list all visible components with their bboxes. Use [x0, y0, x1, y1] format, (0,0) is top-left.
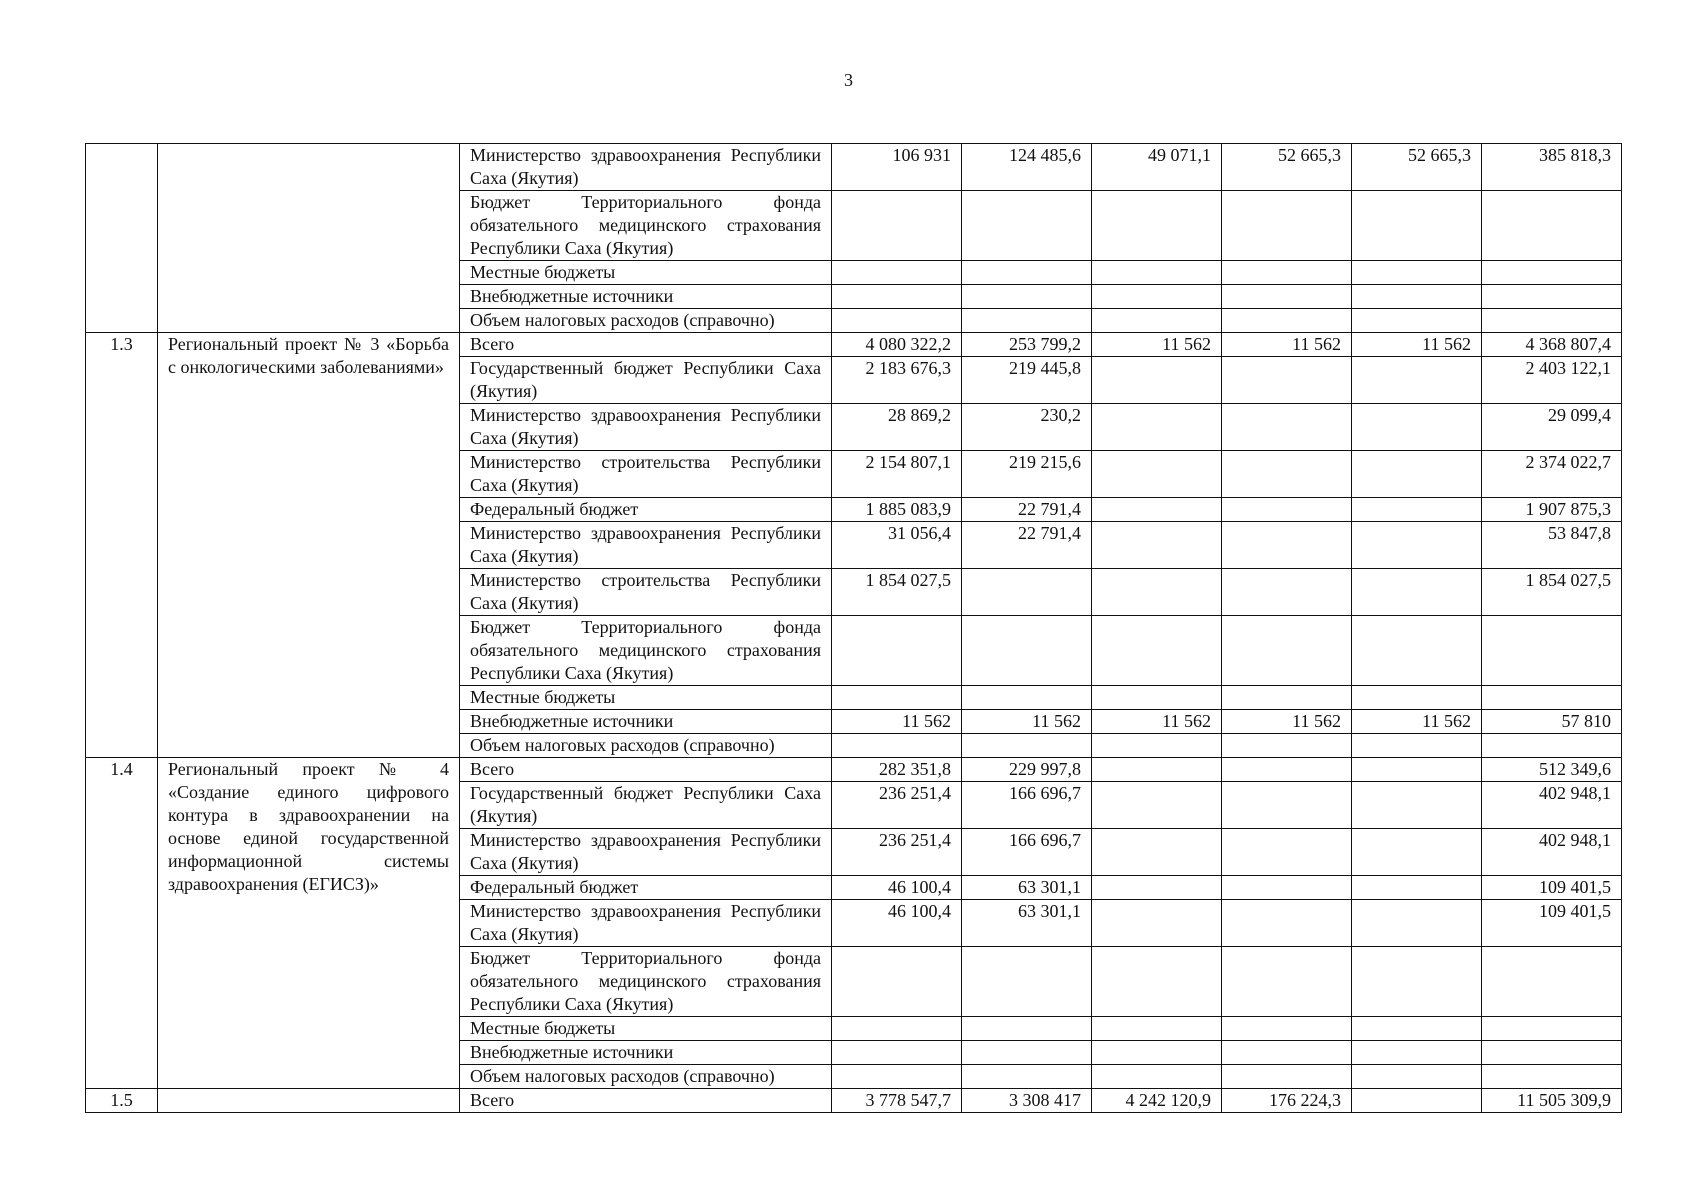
total-cell: 2 403 122,1 — [1482, 357, 1622, 404]
total-cell: 29 099,4 — [1482, 404, 1622, 451]
value-cell — [1222, 1017, 1352, 1041]
total-cell: 2 374 022,7 — [1482, 451, 1622, 498]
value-cell — [962, 569, 1092, 616]
funding-source-cell: Объем налоговых расходов (справочно) — [460, 309, 832, 333]
value-cell: 22 791,4 — [962, 498, 1092, 522]
value-cell: 166 696,7 — [962, 829, 1092, 876]
funding-source-cell: Министерство здравоохранения Республики Саха (Якутия) — [460, 404, 832, 451]
value-cell — [962, 686, 1092, 710]
funding-source-cell: Федеральный бюджет — [460, 876, 832, 900]
funding-source-cell: Министерство здравоохранения Республики Саха (Якутия) — [460, 522, 832, 569]
value-cell — [962, 285, 1092, 309]
total-cell: 1 907 875,3 — [1482, 498, 1622, 522]
value-cell: 49 071,1 — [1092, 144, 1222, 191]
value-cell: 236 251,4 — [832, 829, 962, 876]
value-cell — [962, 1041, 1092, 1065]
value-cell — [962, 261, 1092, 285]
project-name-cell — [158, 1089, 460, 1113]
funding-source-cell: Бюджет Территориального фонда обязательного медицинского страхования Республики Саха (Якутия) — [460, 947, 832, 1017]
funding-source-cell: Государственный бюджет Республики Саха (Якутия) — [460, 357, 832, 404]
total-cell — [1482, 686, 1622, 710]
value-cell — [1352, 900, 1482, 947]
value-cell — [962, 947, 1092, 1017]
value-cell — [1092, 191, 1222, 261]
project-name-cell: Региональный проект № 3 «Борьба с онкологическими заболеваниями» — [158, 333, 460, 758]
value-cell — [1222, 498, 1352, 522]
total-cell: 385 818,3 — [1482, 144, 1622, 191]
total-cell: 402 948,1 — [1482, 829, 1622, 876]
value-cell — [832, 1065, 962, 1089]
table-row — [86, 333, 1622, 357]
value-cell — [962, 191, 1092, 261]
total-cell — [1482, 1017, 1622, 1041]
value-cell — [1352, 876, 1482, 900]
value-cell — [1092, 1017, 1222, 1041]
value-cell: 11 562 — [1222, 710, 1352, 734]
value-cell — [1222, 734, 1352, 758]
value-cell: 236 251,4 — [832, 782, 962, 829]
funding-source-cell: Министерство здравоохранения Республики Саха (Якутия) — [460, 829, 832, 876]
value-cell — [832, 947, 962, 1017]
value-cell: 22 791,4 — [962, 522, 1092, 569]
value-cell: 11 562 — [1352, 333, 1482, 357]
value-cell — [1352, 404, 1482, 451]
total-cell — [1482, 616, 1622, 686]
value-cell — [1222, 782, 1352, 829]
budget-table — [85, 143, 1622, 1113]
value-cell — [1092, 309, 1222, 333]
value-cell: 11 562 — [1352, 710, 1482, 734]
value-cell — [1222, 261, 1352, 285]
value-cell: 282 351,8 — [832, 758, 962, 782]
value-cell: 11 562 — [832, 710, 962, 734]
value-cell — [1352, 522, 1482, 569]
value-cell: 11 562 — [1222, 333, 1352, 357]
value-cell — [1222, 569, 1352, 616]
value-cell — [1352, 309, 1482, 333]
total-cell: 512 349,6 — [1482, 758, 1622, 782]
value-cell — [1092, 782, 1222, 829]
value-cell — [1222, 451, 1352, 498]
funding-source-cell: Внебюджетные источники — [460, 1041, 832, 1065]
value-cell — [832, 616, 962, 686]
page-number: 3 — [844, 70, 853, 90]
value-cell — [1222, 686, 1352, 710]
funding-source-cell: Бюджет Территориального фонда обязательного медицинского страхования Республики Саха (Якутия) — [460, 191, 832, 261]
value-cell: 4 242 120,9 — [1092, 1089, 1222, 1113]
row-number-cell: 1.4 — [86, 758, 158, 1089]
value-cell — [1352, 1041, 1482, 1065]
value-cell: 11 562 — [962, 710, 1092, 734]
total-cell — [1482, 1041, 1622, 1065]
row-number-cell: 1.3 — [86, 333, 158, 758]
row-number-cell: 1.5 — [86, 1089, 158, 1113]
value-cell — [832, 261, 962, 285]
value-cell: 3 308 417 — [962, 1089, 1092, 1113]
value-cell — [1352, 782, 1482, 829]
value-cell: 219 215,6 — [962, 451, 1092, 498]
value-cell — [1352, 686, 1482, 710]
value-cell: 4 080 322,2 — [832, 333, 962, 357]
funding-source-cell: Всего — [460, 1089, 832, 1113]
value-cell: 176 224,3 — [1222, 1089, 1352, 1113]
value-cell — [1092, 451, 1222, 498]
value-cell: 166 696,7 — [962, 782, 1092, 829]
value-cell — [1222, 404, 1352, 451]
value-cell — [1092, 1041, 1222, 1065]
value-cell — [1092, 616, 1222, 686]
value-cell — [1352, 285, 1482, 309]
funding-source-cell: Министерство здравоохранения Республики Саха (Якутия) — [460, 144, 832, 191]
value-cell — [962, 616, 1092, 686]
value-cell: 1 854 027,5 — [832, 569, 962, 616]
value-cell: 229 997,8 — [962, 758, 1092, 782]
value-cell — [832, 1041, 962, 1065]
value-cell: 11 562 — [1092, 333, 1222, 357]
value-cell — [832, 191, 962, 261]
value-cell — [1222, 191, 1352, 261]
value-cell — [962, 1017, 1092, 1041]
total-cell: 109 401,5 — [1482, 900, 1622, 947]
value-cell — [962, 309, 1092, 333]
total-cell: 11 505 309,9 — [1482, 1089, 1622, 1113]
value-cell — [1222, 357, 1352, 404]
value-cell: 124 485,6 — [962, 144, 1092, 191]
value-cell: 2 183 676,3 — [832, 357, 962, 404]
value-cell — [1352, 498, 1482, 522]
value-cell: 1 885 083,9 — [832, 498, 962, 522]
value-cell — [832, 285, 962, 309]
funding-source-cell: Министерство строительства Республики Саха (Якутия) — [460, 569, 832, 616]
value-cell: 52 665,3 — [1222, 144, 1352, 191]
funding-source-cell: Объем налоговых расходов (справочно) — [460, 1065, 832, 1089]
value-cell — [1092, 1065, 1222, 1089]
value-cell — [1222, 1041, 1352, 1065]
value-cell — [1222, 829, 1352, 876]
value-cell — [1092, 900, 1222, 947]
project-name-cell — [158, 144, 460, 333]
value-cell: 253 799,2 — [962, 333, 1092, 357]
funding-source-cell: Внебюджетные источники — [460, 285, 832, 309]
value-cell — [1222, 947, 1352, 1017]
value-cell — [1352, 1017, 1482, 1041]
funding-source-cell: Объем налоговых расходов (справочно) — [460, 734, 832, 758]
value-cell — [1092, 734, 1222, 758]
value-cell — [1092, 829, 1222, 876]
table-row — [86, 758, 1622, 782]
value-cell — [1222, 876, 1352, 900]
value-cell: 11 562 — [1092, 710, 1222, 734]
value-cell — [1352, 947, 1482, 1017]
value-cell: 63 301,1 — [962, 876, 1092, 900]
total-cell: 109 401,5 — [1482, 876, 1622, 900]
value-cell — [1222, 758, 1352, 782]
value-cell — [1352, 191, 1482, 261]
value-cell — [1092, 758, 1222, 782]
value-cell: 46 100,4 — [832, 900, 962, 947]
value-cell — [1222, 616, 1352, 686]
funding-source-cell: Всего — [460, 333, 832, 357]
value-cell — [1352, 829, 1482, 876]
total-cell — [1482, 261, 1622, 285]
funding-source-cell: Внебюджетные источники — [460, 710, 832, 734]
value-cell — [1092, 686, 1222, 710]
funding-source-cell: Всего — [460, 758, 832, 782]
value-cell: 52 665,3 — [1352, 144, 1482, 191]
value-cell: 63 301,1 — [962, 900, 1092, 947]
funding-source-cell: Министерство здравоохранения Республики Саха (Якутия) — [460, 900, 832, 947]
value-cell — [1092, 261, 1222, 285]
value-cell — [1352, 758, 1482, 782]
value-cell — [1092, 522, 1222, 569]
total-cell — [1482, 285, 1622, 309]
row-number-cell — [86, 144, 158, 333]
value-cell — [1222, 285, 1352, 309]
total-cell: 4 368 807,4 — [1482, 333, 1622, 357]
table-row — [86, 1089, 1622, 1113]
value-cell — [1092, 498, 1222, 522]
value-cell: 28 869,2 — [832, 404, 962, 451]
value-cell — [1092, 876, 1222, 900]
value-cell: 3 778 547,7 — [832, 1089, 962, 1113]
value-cell — [1222, 522, 1352, 569]
value-cell — [1222, 309, 1352, 333]
project-name-cell: Региональный проект № 4 «Создание единого цифрового контура в здравоохранении на основе единой государственной информационной системы здравоохранения (ЕГИСЗ)» — [158, 758, 460, 1089]
value-cell — [1222, 900, 1352, 947]
value-cell — [1352, 616, 1482, 686]
value-cell — [1092, 357, 1222, 404]
value-cell — [1352, 357, 1482, 404]
value-cell — [1092, 404, 1222, 451]
total-cell: 1 854 027,5 — [1482, 569, 1622, 616]
value-cell — [1092, 285, 1222, 309]
value-cell — [1092, 947, 1222, 1017]
table-row — [86, 144, 1622, 191]
total-cell — [1482, 309, 1622, 333]
total-cell — [1482, 734, 1622, 758]
value-cell: 46 100,4 — [832, 876, 962, 900]
total-cell — [1482, 1065, 1622, 1089]
value-cell — [962, 734, 1092, 758]
funding-source-cell: Государственный бюджет Республики Саха (Якутия) — [460, 782, 832, 829]
funding-source-cell: Местные бюджеты — [460, 1017, 832, 1041]
total-cell — [1482, 947, 1622, 1017]
value-cell — [832, 1017, 962, 1041]
funding-source-cell: Местные бюджеты — [460, 261, 832, 285]
funding-source-cell: Местные бюджеты — [460, 686, 832, 710]
value-cell: 31 056,4 — [832, 522, 962, 569]
value-cell — [1352, 261, 1482, 285]
value-cell — [1352, 1089, 1482, 1113]
value-cell — [1222, 1065, 1352, 1089]
total-cell: 57 810 — [1482, 710, 1622, 734]
value-cell — [1352, 569, 1482, 616]
value-cell — [1092, 569, 1222, 616]
value-cell — [832, 309, 962, 333]
value-cell: 219 445,8 — [962, 357, 1092, 404]
value-cell — [832, 734, 962, 758]
total-cell: 402 948,1 — [1482, 782, 1622, 829]
value-cell — [962, 1065, 1092, 1089]
funding-source-cell: Федеральный бюджет — [460, 498, 832, 522]
total-cell — [1482, 191, 1622, 261]
value-cell — [832, 686, 962, 710]
value-cell — [1352, 734, 1482, 758]
funding-source-cell: Министерство строительства Республики Саха (Якутия) — [460, 451, 832, 498]
total-cell: 53 847,8 — [1482, 522, 1622, 569]
value-cell: 2 154 807,1 — [832, 451, 962, 498]
value-cell: 106 931 — [832, 144, 962, 191]
value-cell — [1352, 451, 1482, 498]
value-cell — [1352, 1065, 1482, 1089]
funding-source-cell: Бюджет Территориального фонда обязательного медицинского страхования Республики Саха (Якутия) — [460, 616, 832, 686]
value-cell: 230,2 — [962, 404, 1092, 451]
